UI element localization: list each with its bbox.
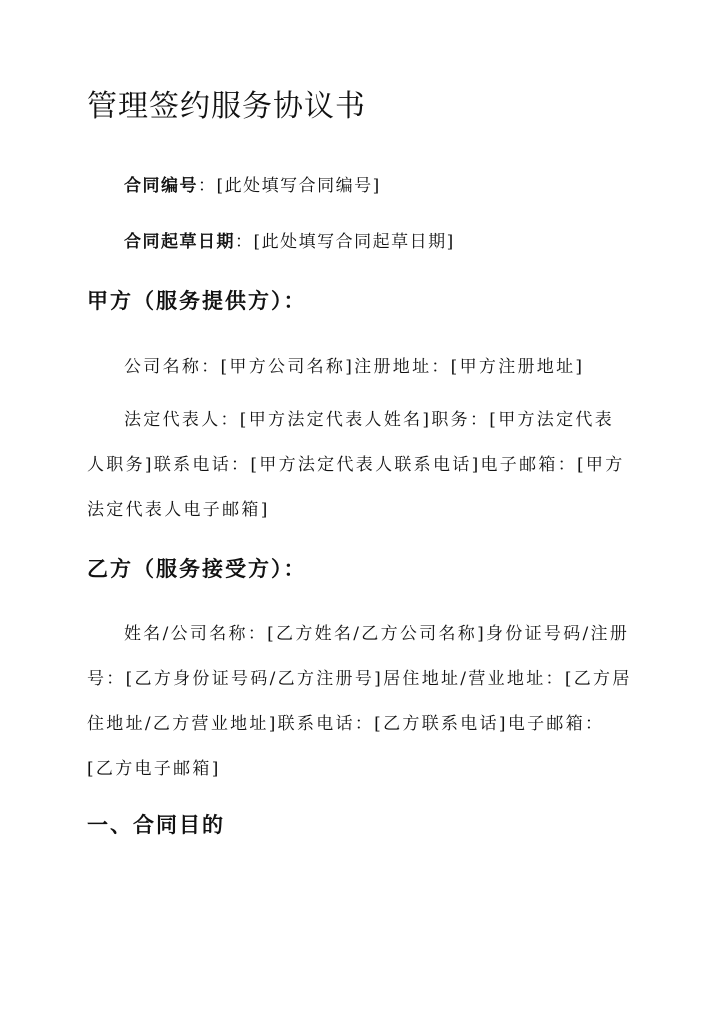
- contract-number-label: 合同编号: [124, 176, 198, 196]
- document-title: 管理签约服务协议书: [87, 89, 366, 124]
- draft-date-line: [124, 230, 455, 254]
- party-a-company-paragraph: 公司名称：[甲方公司名称]注册地址：[甲方注册地址]: [124, 357, 585, 377]
- contract-number-value: ：[此处填写合同编号]: [198, 176, 381, 196]
- contract-number-line: [124, 174, 381, 198]
- party-b-heading: 乙方（服务接受方）：: [87, 556, 307, 581]
- draft-date-value: ：[此处填写合同起草日期]: [235, 232, 455, 252]
- draft-date-label: 合同起草日期: [124, 232, 235, 252]
- party-a-representative-paragraph: 法定代表人：[甲方法定代表人姓名]职务：[甲方法定代表人职务]联系电话：[甲方法定代表人联系电话]电子邮箱：[甲方法定代表人电子邮箱]: [87, 410, 625, 520]
- party-b-info-paragraph: 姓名/公司名称：[乙方姓名/乙方公司名称]身份证号码/注册号：[乙方身份证号码/乙方注册号]居住地址/营业地址：[乙方居住地址/乙方营业地址]联系电话：[乙方联系电话]电子邮箱：[乙方电子邮箱]: [87, 624, 632, 779]
- section-1-heading: 一、合同目的: [87, 812, 225, 837]
- party-a-heading: 甲方（服务提供方）：: [87, 288, 307, 313]
